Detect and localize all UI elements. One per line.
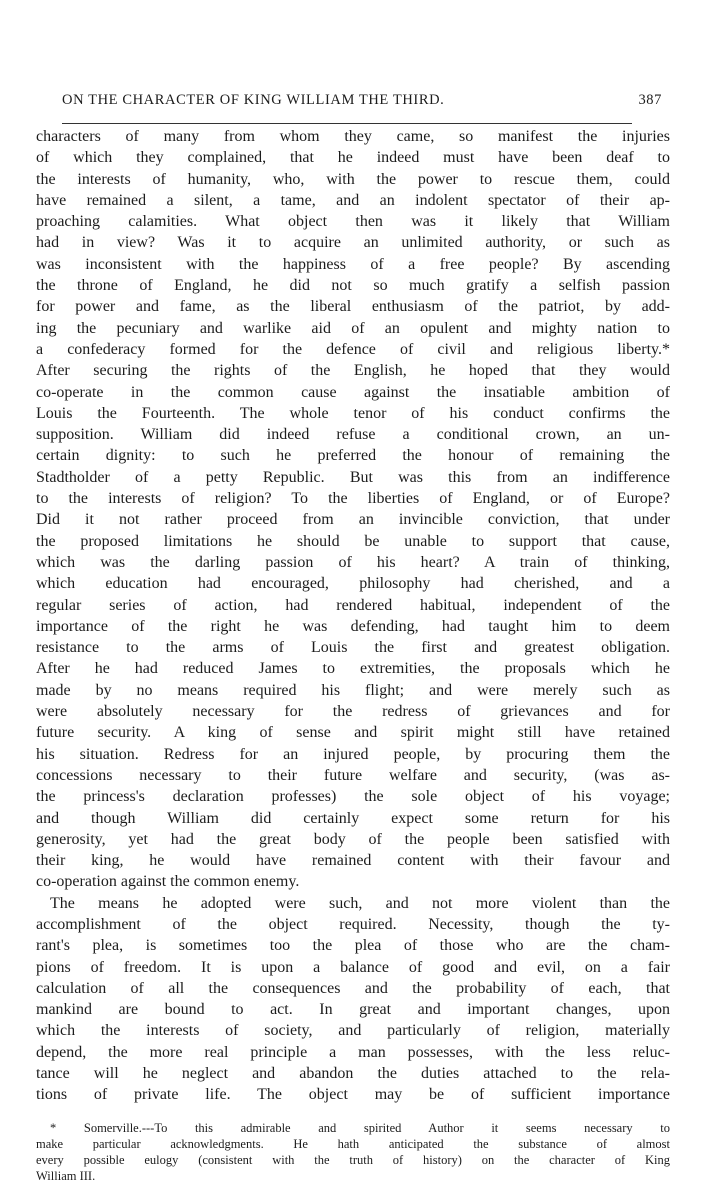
text-line-20: the proposed limitations he should be unable to support that cause, <box>36 532 670 550</box>
text-line-35: their king, he would have remained content with their favour and <box>36 852 670 870</box>
footnote-line-1: * Somerville.---To this admirable and spirited Author it seems necessary to <box>50 1121 670 1135</box>
text-line-14: Louis the Fourteenth. The whole tenor of his conduct confirms the <box>36 404 670 422</box>
text-line-6: had in view? Was it to acquire an unlimited authority, or such as <box>36 234 670 252</box>
text-line-16: certain dignity: to such he preferred the honour of remaining the <box>36 447 670 465</box>
text-line-43: which the interests of society, and particularly of religion, materially <box>36 1022 670 1040</box>
text-line-34: generosity, yet had the great body of the people been satisfied with <box>36 830 670 848</box>
footnote-line-2: make particular acknowledgments. He hath anticipated the substance of almost <box>36 1137 670 1151</box>
text-line-42: mankind are bound to act. In great and important changes, upon <box>36 1001 670 1019</box>
text-line-32: the princess's declaration professes) the sole object of his voyage; <box>36 788 670 806</box>
body-text <box>36 126 670 1106</box>
text-line-9: for power and fame, as the liberal enthusiasm of the patriot, by add- <box>36 298 670 316</box>
text-line-19: Did it not rather proceed from an invincible conviction, that under <box>36 511 670 529</box>
footnote <box>36 1120 670 1184</box>
text-line-33: and though William did certainly expect some return for his <box>36 809 670 827</box>
text-line-46: tions of private life. The object may be of sufficient importance <box>36 1086 670 1104</box>
text-line-10: ing the pecuniary and warlike aid of an opulent and mighty nation to <box>36 319 670 337</box>
text-line-27: made by no means required his flight; and were merely such as <box>36 681 670 699</box>
text-line-39: rant's plea, is sometimes too the plea of those who are the cham- <box>36 937 670 955</box>
text-line-25: resistance to the arms of Louis the first and greatest obligation. <box>36 639 670 657</box>
text-line-11: a confederacy formed for the defence of civil and religious liberty.* <box>36 340 670 358</box>
text-line-44: depend, the more real principle a man possesses, with the less reluc- <box>36 1043 670 1061</box>
text-line-23: regular series of action, had rendered habitual, independent of the <box>36 596 670 614</box>
running-head <box>62 92 662 112</box>
text-line-28: were absolutely necessary for the redress of grievances and for <box>36 703 670 721</box>
text-line-17: Stadtholder of a petty Republic. But was this from an indifference <box>36 468 670 486</box>
text-line-3: the interests of humanity, who, with the power to rescue them, could <box>36 170 670 188</box>
running-head-title: ON THE CHARACTER OF KING WILLIAM THE THIRD. <box>62 92 445 108</box>
text-line-41: calculation of all the consequences and the probability of each, that <box>36 979 670 997</box>
text-line-37: The means he adopted were such, and not more violent than the <box>50 894 670 912</box>
page-number: 387 <box>638 92 662 108</box>
footnote-line-3: every possible eulogy (consistent with the truth of history) on the character of King <box>36 1153 670 1167</box>
text-line-38: accomplishment of the object required. Necessity, though the ty- <box>36 915 670 933</box>
text-line-13: co-operate in the common cause against the insatiable ambition of <box>36 383 670 401</box>
text-line-45: tance will he neglect and abandon the duties attached to the rela- <box>36 1065 670 1083</box>
text-line-5: proaching calamities. What object then was it likely that William <box>36 213 670 231</box>
header-rule <box>62 123 632 124</box>
text-line-15: supposition. William did indeed refuse a conditional crown, an un- <box>36 426 670 444</box>
text-line-1: characters of many from whom they came, so manifest the injuries <box>36 128 670 145</box>
text-line-8: the throne of England, he did not so much gratify a selfish passion <box>36 277 670 295</box>
footnote-line-4: William III. <box>36 1169 96 1183</box>
text-line-7: was inconsistent with the happiness of a free people? By ascending <box>36 255 670 273</box>
text-line-24: importance of the right he was defending, had taught him to deem <box>36 617 670 635</box>
text-line-31: concessions necessary to their future welfare and security, (was as- <box>36 766 670 784</box>
text-line-30: his situation. Redress for an injured people, by procuring them the <box>36 745 670 763</box>
text-line-22: which education had encouraged, philosophy had cherished, and a <box>36 575 670 593</box>
text-line-29: future security. A king of sense and spirit might still have retained <box>36 724 670 742</box>
text-line-2: of which they complained, that he indeed must have been deaf to <box>36 149 670 167</box>
text-line-26: After he had reduced James to extremities, the proposals which he <box>36 660 670 678</box>
text-line-12: After securing the rights of the English, he hoped that they would <box>36 362 670 380</box>
text-line-40: pions of freedom. It is upon a balance of good and evil, on a fair <box>36 958 670 976</box>
text-line-36: co-operation against the common enemy. <box>36 873 300 891</box>
text-line-4: have remained a silent, a tame, and an indolent spectator of their ap- <box>36 191 670 209</box>
text-line-18: to the interests of religion? To the liberties of England, or of Europe? <box>36 490 670 508</box>
text-line-21: which was the darling passion of his heart? A train of thinking, <box>36 553 670 571</box>
